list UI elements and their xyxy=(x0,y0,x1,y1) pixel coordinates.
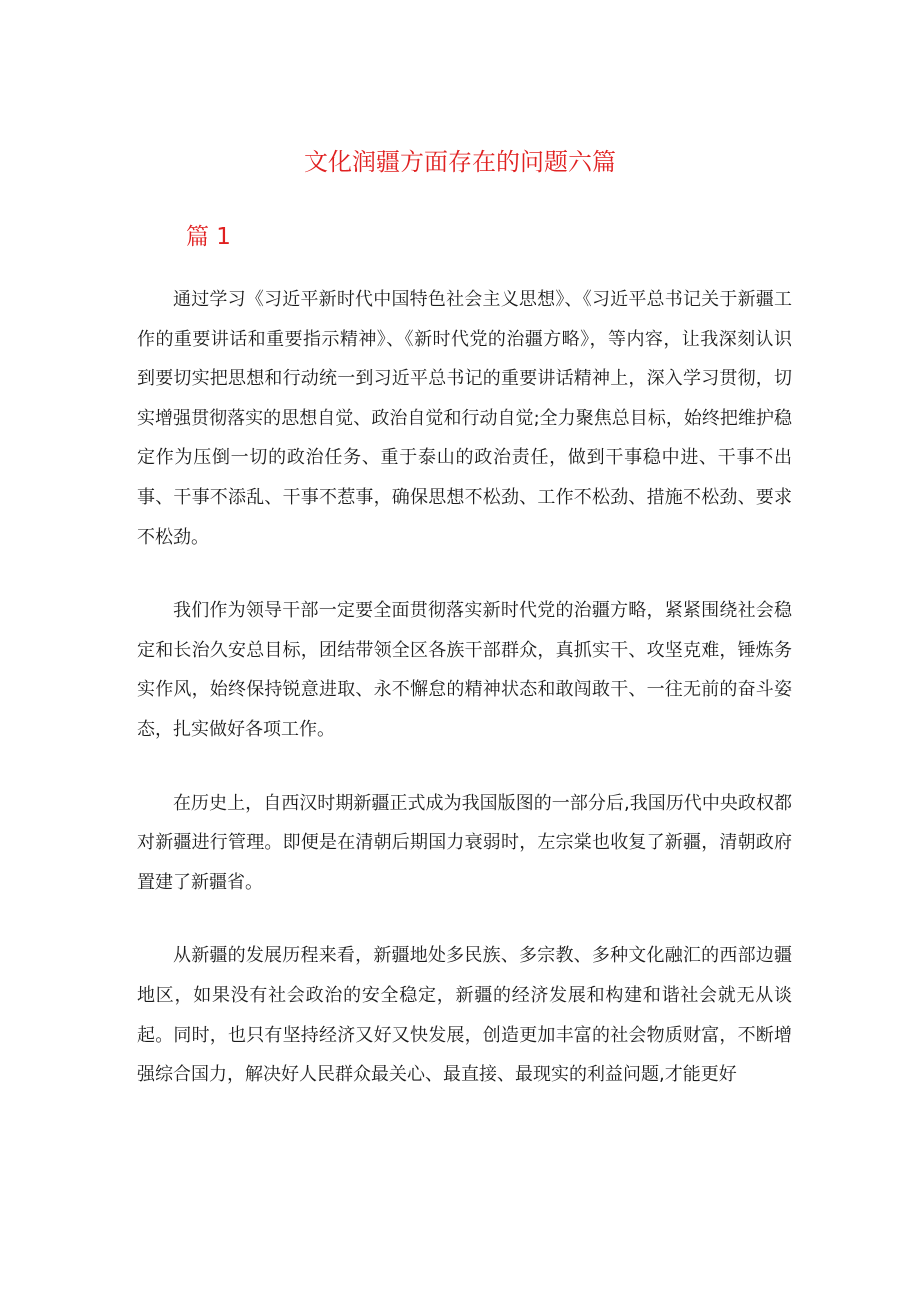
paragraph-3: 在历史上，自西汉时期新疆正式成为我国版图的一部分后,我国历代中央政权都对新疆进行管理。即便是在清朝后期国力衰弱时，左宗棠也收复了新疆，清朝政府置建了新疆省。 xyxy=(137,792,792,893)
paragraph-2: 我们作为领导干部一定要全面贯彻落实新时代党的治疆方略，紧紧围绕社会稳定和长治久安总目标，团结带领全区各族干部群众，真抓实干、攻坚克难，锤炼务实作风，始终保持锐意进取、永不懈怠的精神状态和敢闯敢干、一往无前的奋斗姿态，扎实做好各项工作。 xyxy=(137,600,792,740)
section-heading: 篇 1 xyxy=(186,224,231,250)
document-title: 文化润疆方面存在的问题六篇 xyxy=(304,148,616,176)
paragraph-1: 通过学习《习近平新时代中国特色社会主义思想》、《习近平总书记关于新疆工作的重要讲话和重要指示精神》、《新时代党的治疆方略》，等内容，让我深刻认识到要切实把思想和行动统一到习近平总书记的重要讲话精神上，深入学习贯彻，切实增强贯彻落实的思想自觉、政治自觉和行动自觉;全力聚焦总目标，始终把维护稳定作为压倒一切的政治任务、重于泰山的政治责任，做到干事稳中进、干事不出事、干事不添乱、干事不惹事，确保思想不松劲、工作不松劲、措施不松劲、要求不松劲。 xyxy=(137,289,792,548)
paragraph-4: 从新疆的发展历程来看，新疆地处多民族、多宗教、多种文化融汇的西部边疆地区，如果没有社会政治的安全稳定，新疆的经济发展和构建和谐社会就无从谈起。同时，也只有坚持经济又好又快发展，创造更加丰富的社会物质财富，不断增强综合国力，解决好人民群众最关心、最直接、最现实的利益问题,才能更好 xyxy=(137,945,792,1086)
document-body xyxy=(137,280,792,1129)
